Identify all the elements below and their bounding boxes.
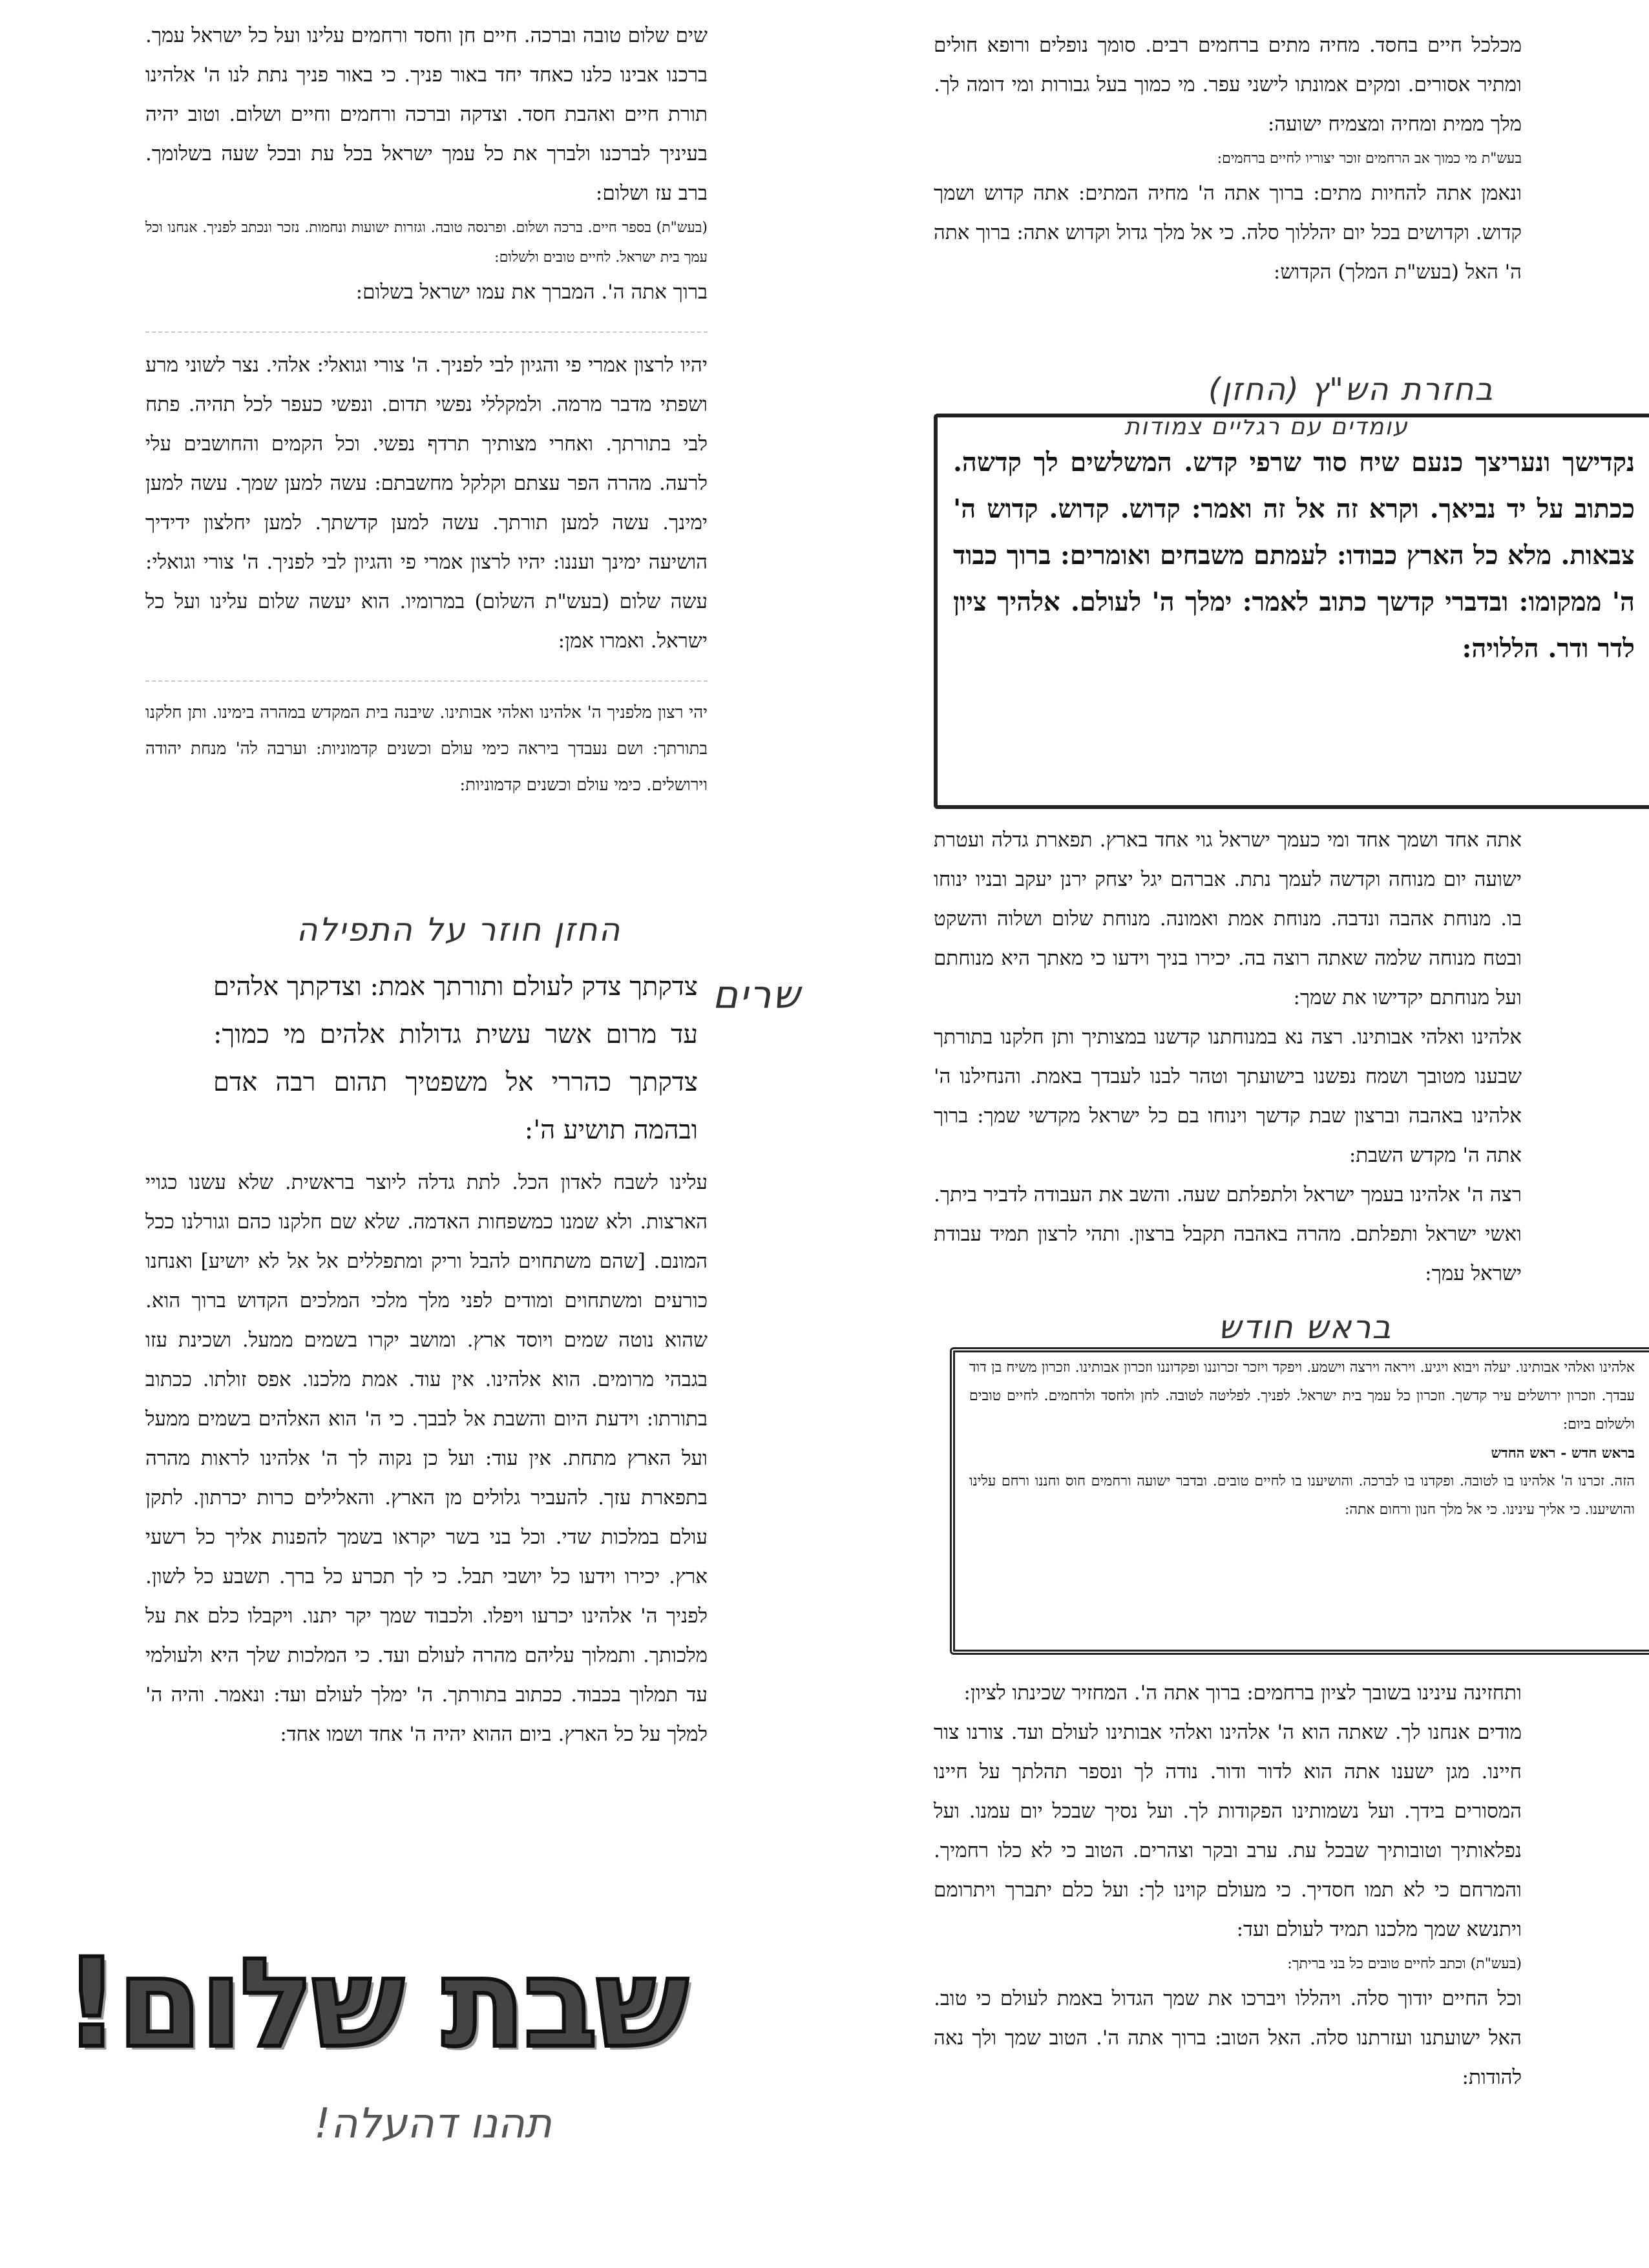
handwritten-chazan-note: החזן חוזר על התפילה xyxy=(296,911,622,949)
divider xyxy=(145,680,708,682)
left-column xyxy=(145,16,708,803)
sim-shalom-closing: ברוך אתה ה'. המברך את עמו ישראל בשלום: xyxy=(355,280,708,304)
vetechezena-paragraph: ותחזינה עינינו בשובך לציון ברחמים: ברוך אתה ה'. המחזיר שכינתו לציון: xyxy=(963,1681,1522,1705)
yehi-ratzon-paragraph: יהי רצון מלפניך ה' אלהינו ואלהי אבותינו. שיבנה בית המקדש במהרה בימינו. ותן חלקנו בתורתך: ושם נעבדך ביראה כימי עולם וכשנים קדמוניות: וערבה לה' מנחת יהודה וירושלים. כימי עולם וכשנים קדמוניות: xyxy=(145,703,708,795)
handwritten-shir-note: שרים xyxy=(712,972,801,1018)
handwritten-kedusha-title: בחזרת הש"ץ (החזן) xyxy=(1208,372,1495,408)
gevurot-paragraph: מכלכל חיים בחסד. מחיה מתים ברחמים רבים. סומך נופלים ורופא חולים ומתיר אסורים. ומקים אמונתו לישני עפר. מי כמוך בעל גבורות ומי דומה לך. מלך ממית ומחיה ומצמיח ישועה: xyxy=(934,34,1522,136)
vechol-hachayim-paragraph: וכל החיים יודוך סלה. ויהללו ויברכו את שמך הגדול באמת לעולם כי טוב. האל ישועתנו ועזרתנו סלה. האל הטוב: ברוך אתה ה'. הטוב שמך ולך נאה להודות: xyxy=(934,1987,1522,2089)
shabbat-shalom-logo: שבת שלום! xyxy=(63,1932,686,2075)
modim-paragraph: מודים אנחנו לך. שאתה הוא ה' אלהינו ואלהי אבותינו לעולם ועד. צורנו צור חיינו. מגן ישענו אתה הוא לדור ודור. נודה לך ונספר תהלתך על חיינו המסורים בידך. ועל נשמותינו הפקודות לך. ועל נסיך שבכל יום עמנו. ועל נפלאותיך וטובותיך שבכל עת. ערב ובקר וצהרים. הטוב כי לא כלו רחמיך. והמרחם כי לא תמו חסדיך. כי מעולם קוינו לך: ועל כלם יתברך ויתרומם ויתנשא שמך מלכנו תמיד לעולם ועד: xyxy=(934,1721,1522,1941)
gevurot-note: בעש"ת מי כמוך אב הרחמים זוכר יצוריו לחיים ברחמים: xyxy=(1217,151,1522,167)
aleinu-block xyxy=(145,1163,708,1754)
yaale-veyavo-block xyxy=(969,1354,1635,1524)
modim-note: (בעש"ת) וכתב לחיים טובים כל בני בריתך: xyxy=(1287,1956,1522,1972)
right-column xyxy=(934,26,1522,292)
yaale-veyavo-paragraph: אלהינו ואלהי אבותינו. יעלה ויבוא ויגיע. ויראה וירצה וישמע. ויפקד ויזכר זכרוננו ופקדוננו וזכרון אבותינו. וזכרון משיח בן דוד עבדך. וזכרון ירושלים עיר קדשך. וזכרון כל עמך בית ישראל. לפניך. לפליטה לטובה. לחן ולחסד ולרחמים. לחיים טובים ולשלום ביום: xyxy=(969,1360,1635,1433)
handwritten-rosh-chodesh: בראש חודש xyxy=(1218,1308,1392,1346)
tzidkatcha-paragraph: צדקתך צדק לעולם ותורתך אמת: וצדקתך אלהים עד מרום אשר עשית גדולות אלהים מי כמוך: צדקתך כהררי אל משפטיך תהום רבה אדם ובהמה תושיע ה': xyxy=(213,972,698,1145)
aleinu-paragraph: עלינו לשבח לאדון הכל. לתת גדלה ליוצר בראשית. שלא עשנו כגויי הארצות. ולא שמנו כמשפחות האדמה. שלא שם חלקנו כהם וגורלנו ככל המונם. [שהם משתחוים להבל וריק ומתפללים אל אל לא יושיע] ואנחנו כורעים ומשתחוים ומודים לפני מלך מלכי המלכים הקדוש ברוך הוא. שהוא נוטה שמים ויוסד ארץ. ומושב יקרו בשמים ממעל. ושכינת עזו בגבהי מרומים. הוא אלהינו. אין עוד. אמת מלכנו. אפס זולתו. ככתוב בתורתו: וידעת היום והשבת אל לבבך. כי ה' הוא האלהים בשמים ממעל ועל הארץ מתחת. אין עוד: ועל כן נקוה לך ה' אלהינו לראות מהרה בתפארת עזך. להעביר גלולים מן הארץ. והאלילים כרות יכרתון. לתקן עולם במלכות שדי. וכל בני בשר יקראו בשמך להפנות אליך כל רשעי ארץ. יכירו וידעו כל יושבי תבל. כי לך תכרע כל ברך. תשבע כל לשון. לפניך ה' אלהינו יכרעו ויפלו. ולכבוד שמך יקר יתנו. ויקבלו כלם את על מלכותך. ותמלוך עליהם מהרה לעולם ועד. כי המלכות שלך היא ולעולמי עד תמלוך בכבוד. ככתוב בתורתך. ה' ימלך לעולם ועד: ונאמר. והיה ה' למלך על כל הארץ. ביום ההוא יהיה ה' אחד ושמו אחד: xyxy=(145,1171,708,1746)
kedusha-paragraph: נקדישך ונעריצך כנעם שיח סוד שרפי קדש. המשלשים לך קדשה. ככתוב על יד נביאך. וקרא זה אל זה ואמר: קדוש. קדוש. קדוש ה' צבאות. מלא כל הארץ כבודו: לעמתם משבחים ואומרים: ברוך כבוד ה' ממקומו: ובדברי קדשך כתוב לאמר: ימלך ה' לעולם. אלהיך ציון לדר ודר. הללויה: xyxy=(953,447,1635,664)
elokeinu-paragraph: אלהינו ואלהי אבותינו. רצה נא במנוחתנו קדשנו במצותיך ותן חלקנו בתורתך שבענו מטובך ושמח נפשנו בישועתך וטהר לבנו לעבדך באמת. והנחילנו ה' אלהינו באהבה וברצון שבת קדשך וינוחו בם כל ישראל מקדשי שמך: ברוך אתה ה' מקדש השבת: xyxy=(934,1025,1522,1167)
divider xyxy=(145,331,708,333)
hodaah-block xyxy=(934,1674,1522,2097)
signature: תהנו דהעלה! xyxy=(314,2100,552,2148)
retzei-paragraph: רצה ה' אלהינו בעמך ישראל ולתפלתם שעה. והשב את העבודה לדביר ביתך. ואשי ישראל ותפלתם. מהרה באהבה תקבל ברצון. ותהי לרצון תמיד עבודת ישראל עמך: xyxy=(934,1183,1522,1285)
rosh-chodesh-line: בראש חדש - ראש החדש xyxy=(1491,1445,1635,1462)
sim-shalom-paragraph: שים שלום טובה וברכה. חיים חן וחסד ורחמים עלינו ועל כל ישראל עמך. ברכנו אבינו כלנו כאחד יחד באור פניך. כי באור פניך נתת לנו ה' אלהינו תורת חיים ואהבת חסד. וצדקה וברכה ורחמים וחיים ושלום. וטוב יהיה בעיניך לברכנו ולברך את כל עמך ישראל בכל עת ובכל שעה בשלומך. ברב עז ושלום: xyxy=(145,24,708,205)
gevurot-closing: ונאמן אתה להחיות מתים: ברוך אתה ה' מחיה המתים: אתה קדוש ושמך קדוש. וקדושים בכל יום יהללוך סלה. כי אל מלך גדול וקדוש אתה: ברוך אתה ה' האל (בעש"ת המלך) הקדוש: xyxy=(934,182,1522,284)
sim-shalom-note: (בעש"ת) בספר חיים. ברכה ושלום. ופרנסה טובה. וגזרות ישועות ונחמות. נזכר ונכתב לפניך. אנחנו וכל עמך בית ישראל. לחיים טובים ולשלום: xyxy=(145,220,708,266)
yaale-veyavo-closing: הזה. זכרנו ה' אלהינו בו לטובה. ופקדנו בו לברכה. והושיענו בו לחיים טובים. ובדבר ישועה ורחמים חוס וחננו ורחם עלינו והושיענו. כי אליך עינינו. כי אל מלך חנון ורחום אתה: xyxy=(969,1473,1635,1518)
handwritten-kedusha-subtitle: עומדים עם רגליים צמודות xyxy=(1124,414,1409,440)
shabbat-amida-block xyxy=(934,821,1522,1294)
ata-echad-paragraph: אתה אחד ושמך אחד ומי כעמך ישראל גוי אחד בארץ. תפארת גדלה ועטרת ישועה יום מנוחה וקדשה לעמך נתת. אברהם יגל יצחק ירנן יעקב ובניו ינוחו בו. מנוחת אהבה ונדבה. מנוחת אמת ואמונה. מנוחת שלום ושלוה והשקט ובטח מנוחה שלמה שאתה רוצה בה. יכירו בניך וידעו כי מאתך היא מנוחתם ועל מנוחתם יקדישו את שמך: xyxy=(934,828,1522,1009)
elokai-netzor-paragraph: יהיו לרצון אמרי פי והגיון לבי לפניך. ה' צורי וגואלי: אלהי. נצר לשוני מרע ושפתי מדבר מרמה. ולמקללי נפשי תדום. ונפשי כעפר לכל תהיה. פתח לבי בתורתך. ואחרי מצותיך תרדף נפשי. וכל הקמים והחושבים עלי לרעה. מהרה הפר עצתם וקלקל מחשבתם: עשה למען שמך. עשה למען ימינך. עשה למען תורתך. עשה למען קדשתך. למען יחלצון ידידיך הושיעה ימינך ועננו: יהיו לרצון אמרי פי והגיון לבי לפניך. ה' צורי וגואלי: עשה שלום (בעש"ת השלום) במרומיו. הוא יעשה שלום עלינו ועל כל ישראל. ואמרו אמן: xyxy=(145,353,708,653)
